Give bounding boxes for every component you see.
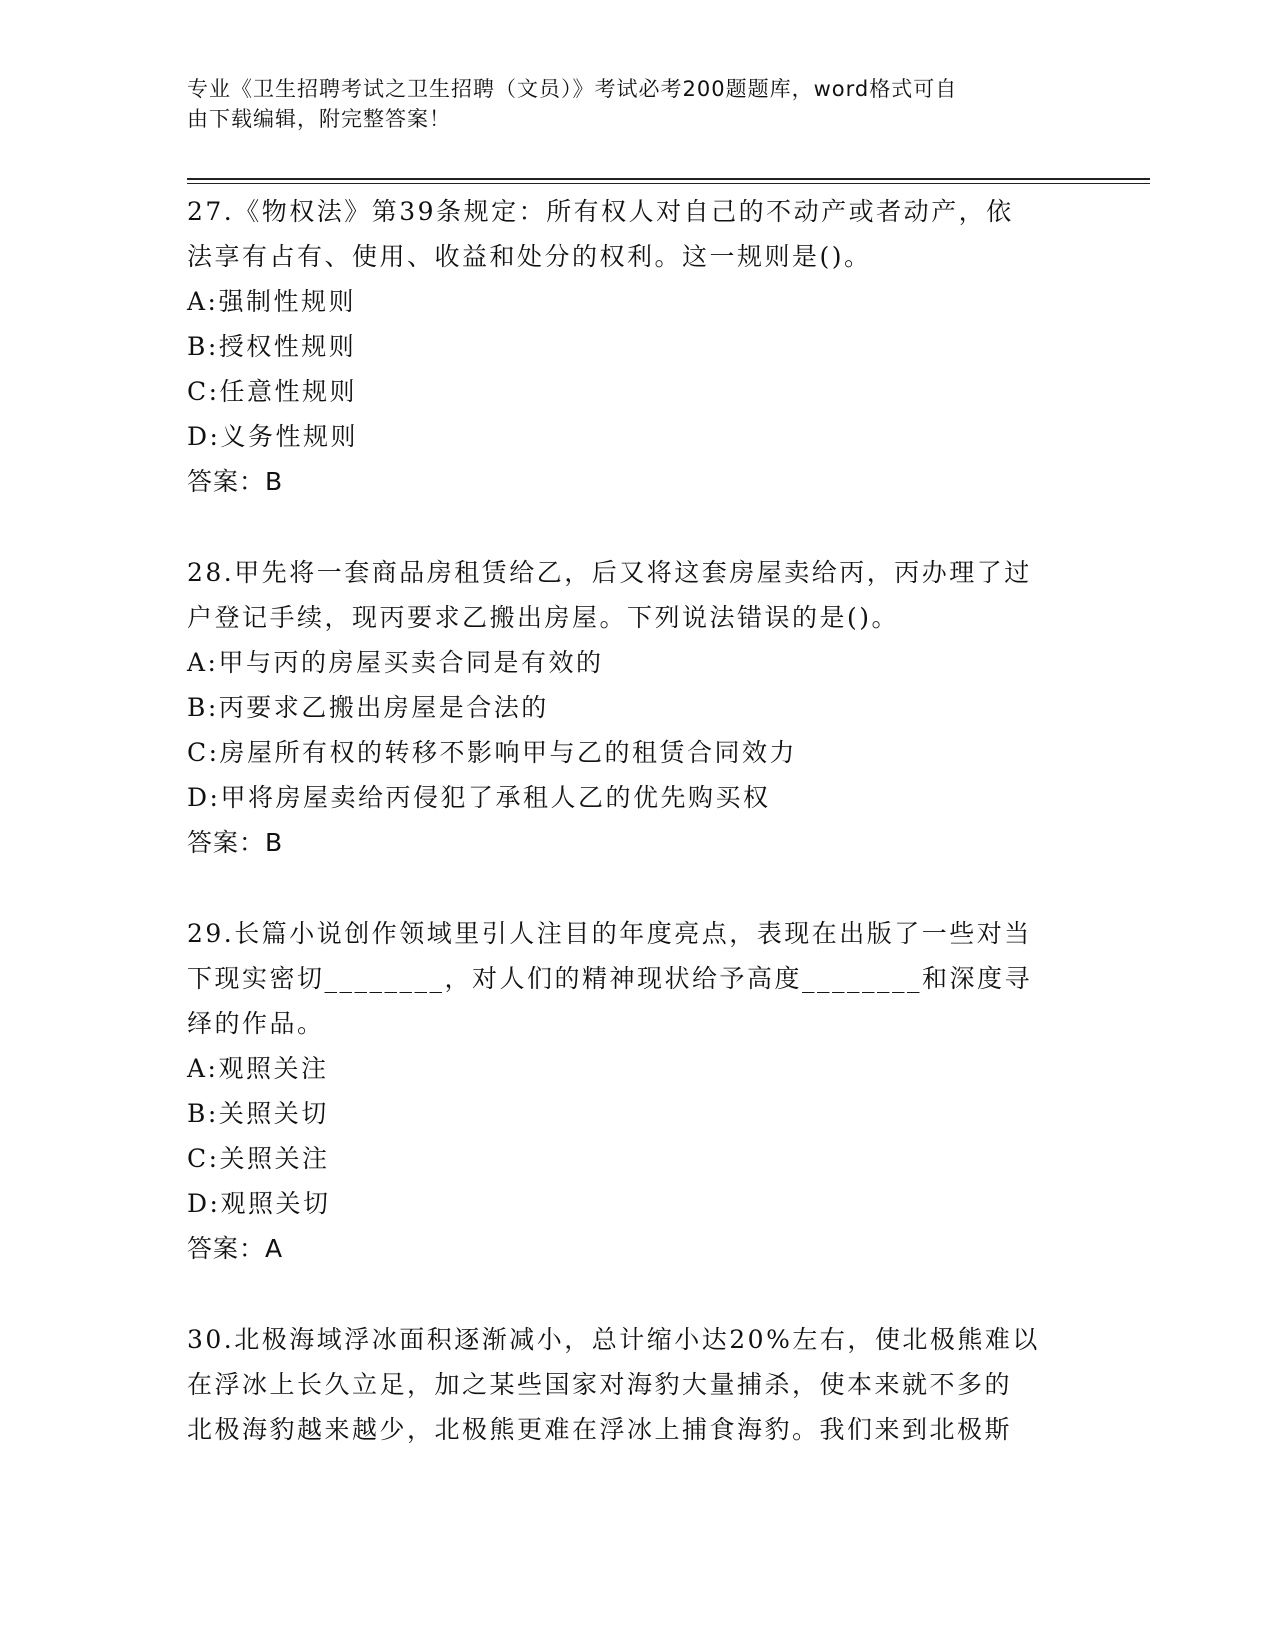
answer-line: 答案：B <box>187 828 284 857</box>
option-d: D:观照关切 <box>187 1189 331 1218</box>
option-c: C:关照关注 <box>187 1144 330 1173</box>
question-stem-line: 28.甲先将一套商品房租赁给乙，后又将这套房屋卖给丙，丙办理了过 <box>187 558 1032 587</box>
option-b: B:授权性规则 <box>187 332 357 361</box>
question-27 <box>187 189 1087 504</box>
option-d: D:甲将房屋卖给丙侵犯了承租人乙的优先购买权 <box>187 783 771 812</box>
question-stem-line: 29.长篇小说创作领域里引人注目的年度亮点，表现在出版了一些对当 <box>187 919 1032 948</box>
question-stem-line: 在浮冰上长久立足，加之某些国家对海豹大量捕杀，使本来就不多的 <box>187 1370 1013 1399</box>
option-c: C:任意性规则 <box>187 377 358 406</box>
answer-line: 答案：B <box>187 467 284 496</box>
option-b: B:关照关切 <box>187 1099 329 1128</box>
header-line-1: 专业《卫生招聘考试之卫生招聘（文员）》考试必考200题题库，word格式可自 <box>187 77 958 101</box>
question-list <box>187 189 1087 1452</box>
question-spacer <box>187 1271 1087 1317</box>
question-30 <box>187 1317 1087 1452</box>
question-29 <box>187 911 1087 1271</box>
question-stem-line: 法享有占有、使用、收益和处分的权利。这一规则是()。 <box>187 242 872 271</box>
question-stem-line: 北极海豹越来越少，北极熊更难在浮冰上捕食海豹。我们来到北极斯 <box>187 1415 1013 1444</box>
question-28 <box>187 550 1087 865</box>
document-header <box>187 74 1067 134</box>
option-d: D:义务性规则 <box>187 422 358 451</box>
header-divider-thick <box>187 178 1150 180</box>
option-a: A:观照关注 <box>187 1054 329 1083</box>
question-spacer <box>187 865 1087 911</box>
option-a: A:甲与丙的房屋买卖合同是有效的 <box>187 648 604 677</box>
option-a: A:强制性规则 <box>187 287 356 316</box>
question-stem-line: 绎的作品。 <box>187 1009 325 1038</box>
answer-line: 答案：A <box>187 1234 284 1263</box>
question-stem-line: 30.北极海域浮冰面积逐渐减小，总计缩小达20%左右，使北极熊难以 <box>187 1325 1040 1354</box>
question-spacer <box>187 504 1087 550</box>
option-c: C:房屋所有权的转移不影响甲与乙的租赁合同效力 <box>187 738 798 767</box>
header-divider-thin <box>187 183 1150 184</box>
header-line-2: 由下载编辑，附完整答案！ <box>187 107 451 131</box>
question-stem-line: 下现实密切________，对人们的精神现状给予高度________和深度寻 <box>187 964 1033 993</box>
option-b: B:丙要求乙搬出房屋是合法的 <box>187 693 549 722</box>
question-stem-line: 户登记手续，现丙要求乙搬出房屋。下列说法错误的是()。 <box>187 603 900 632</box>
question-stem-line: 27.《物权法》第39条规定：所有权人对自己的不动产或者动产，依 <box>187 197 1014 226</box>
